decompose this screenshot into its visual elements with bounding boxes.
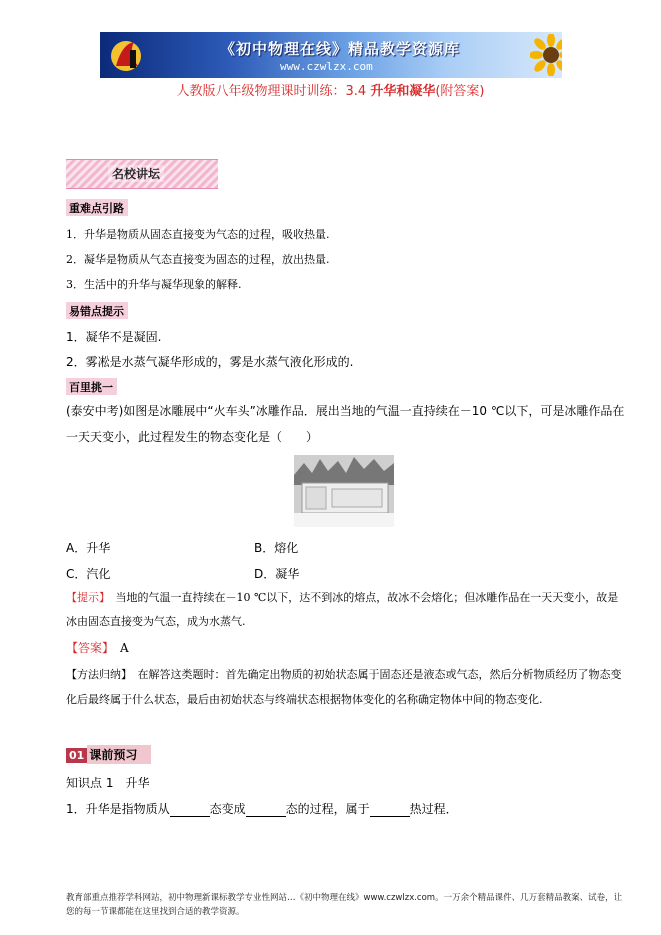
- fill-part-1: 1．升华是指物质从: [66, 802, 170, 816]
- method-paragraph: [66, 662, 626, 712]
- hint-label: 【提示】: [66, 591, 105, 604]
- preview-section-header: [66, 744, 151, 762]
- key-points-label: 重难点引路: [66, 199, 128, 216]
- answer-line: [66, 639, 129, 656]
- fill-part-3: 态的过程，属于: [285, 802, 370, 816]
- method-label: 【方法归纳】: [66, 668, 127, 681]
- answer-value: A: [108, 641, 129, 655]
- section-header: 名校讲坛: [108, 165, 164, 182]
- fill-in-question: [66, 800, 458, 817]
- knowledge-point: 知识点 1 升华: [66, 776, 150, 790]
- sunflower-icon: [530, 34, 562, 76]
- method-text: 在解答这类题时：首先确定出物质的初始状态属于固态还是液态或气态，然后分析物质经历了物态变化后最终属于什么状态，最后由初始状态与终端状态根据物体变化的名称确定物体中间的物态变化.: [66, 668, 622, 706]
- key-point-2: 2．凝华是物质从气态直接变为固态的过程，放出热量.: [66, 253, 330, 266]
- fill-part-2: 态变成: [209, 802, 246, 816]
- challenge-question: (泰安中考)如图是冰雕展中“火车头”冰雕作品．展出当地的气温一直持续在－10 ℃以下，可是冰雕作品在一天天变小，此过程发生的物态变化是（ ）: [66, 404, 625, 444]
- option-c[interactable]: C．汽化: [66, 567, 111, 581]
- title-prefix: 人教版八年级物理课时训练：3.4: [176, 84, 371, 99]
- preview-title: 课前预习: [87, 745, 151, 764]
- answer-label: 【答案】: [66, 641, 109, 655]
- document-title: [0, 80, 661, 99]
- site-logo-icon: [104, 36, 154, 74]
- hint-text: 当地的气温一直持续在－10 ℃以下，达不到冰的熔点，故冰不会熔化；但冰雕作品在一天天变小，故是冰由固态直接变为气态，成为水蒸气.: [66, 591, 619, 628]
- hint-paragraph: [66, 586, 626, 634]
- banner-title: 《初中物理在线》精品教学资源库: [220, 40, 461, 58]
- fill-part-4: 热过程．: [409, 802, 458, 816]
- blank-1[interactable]: [170, 804, 210, 817]
- errors-label: 易错点提示: [66, 302, 128, 319]
- option-a[interactable]: A．升华: [66, 541, 111, 555]
- section-header-box: [66, 159, 218, 189]
- key-point-1: 1．升华是物质从固态直接变为气态的过程，吸收热量.: [66, 228, 330, 241]
- error-point-2: 2．雾凇是水蒸气凝华形成的，雾是水蒸气液化形成的.: [66, 355, 354, 369]
- challenge-label: 百里挑一: [66, 378, 117, 395]
- blank-3[interactable]: [370, 804, 410, 817]
- key-point-3: 3．生活中的升华与凝华现象的解释.: [66, 278, 242, 291]
- banner-url[interactable]: www.czwlzx.com: [280, 60, 373, 73]
- error-point-1: 1．凝华不是凝固.: [66, 330, 162, 344]
- option-b[interactable]: B．熔化: [254, 541, 299, 555]
- page-footer: 教育部重点推荐学科网站，初中物理新课标教学专业性网站…《初中物理在线》www.czwlzx.com。一万余个精品课件、几万套精品教案、试卷，让您的每一节课都能在这里找到合适的教学资源。: [66, 893, 623, 917]
- blank-2[interactable]: [246, 804, 286, 817]
- ice-sculpture-illustration: [294, 455, 394, 527]
- ice-sculpture-image: [294, 455, 394, 527]
- preview-number: 01: [66, 748, 87, 763]
- title-topic: 升华和凝华: [370, 84, 436, 99]
- title-suffix: (附答案): [435, 84, 485, 99]
- header-banner: [100, 32, 562, 78]
- option-d[interactable]: D．凝华: [254, 567, 300, 581]
